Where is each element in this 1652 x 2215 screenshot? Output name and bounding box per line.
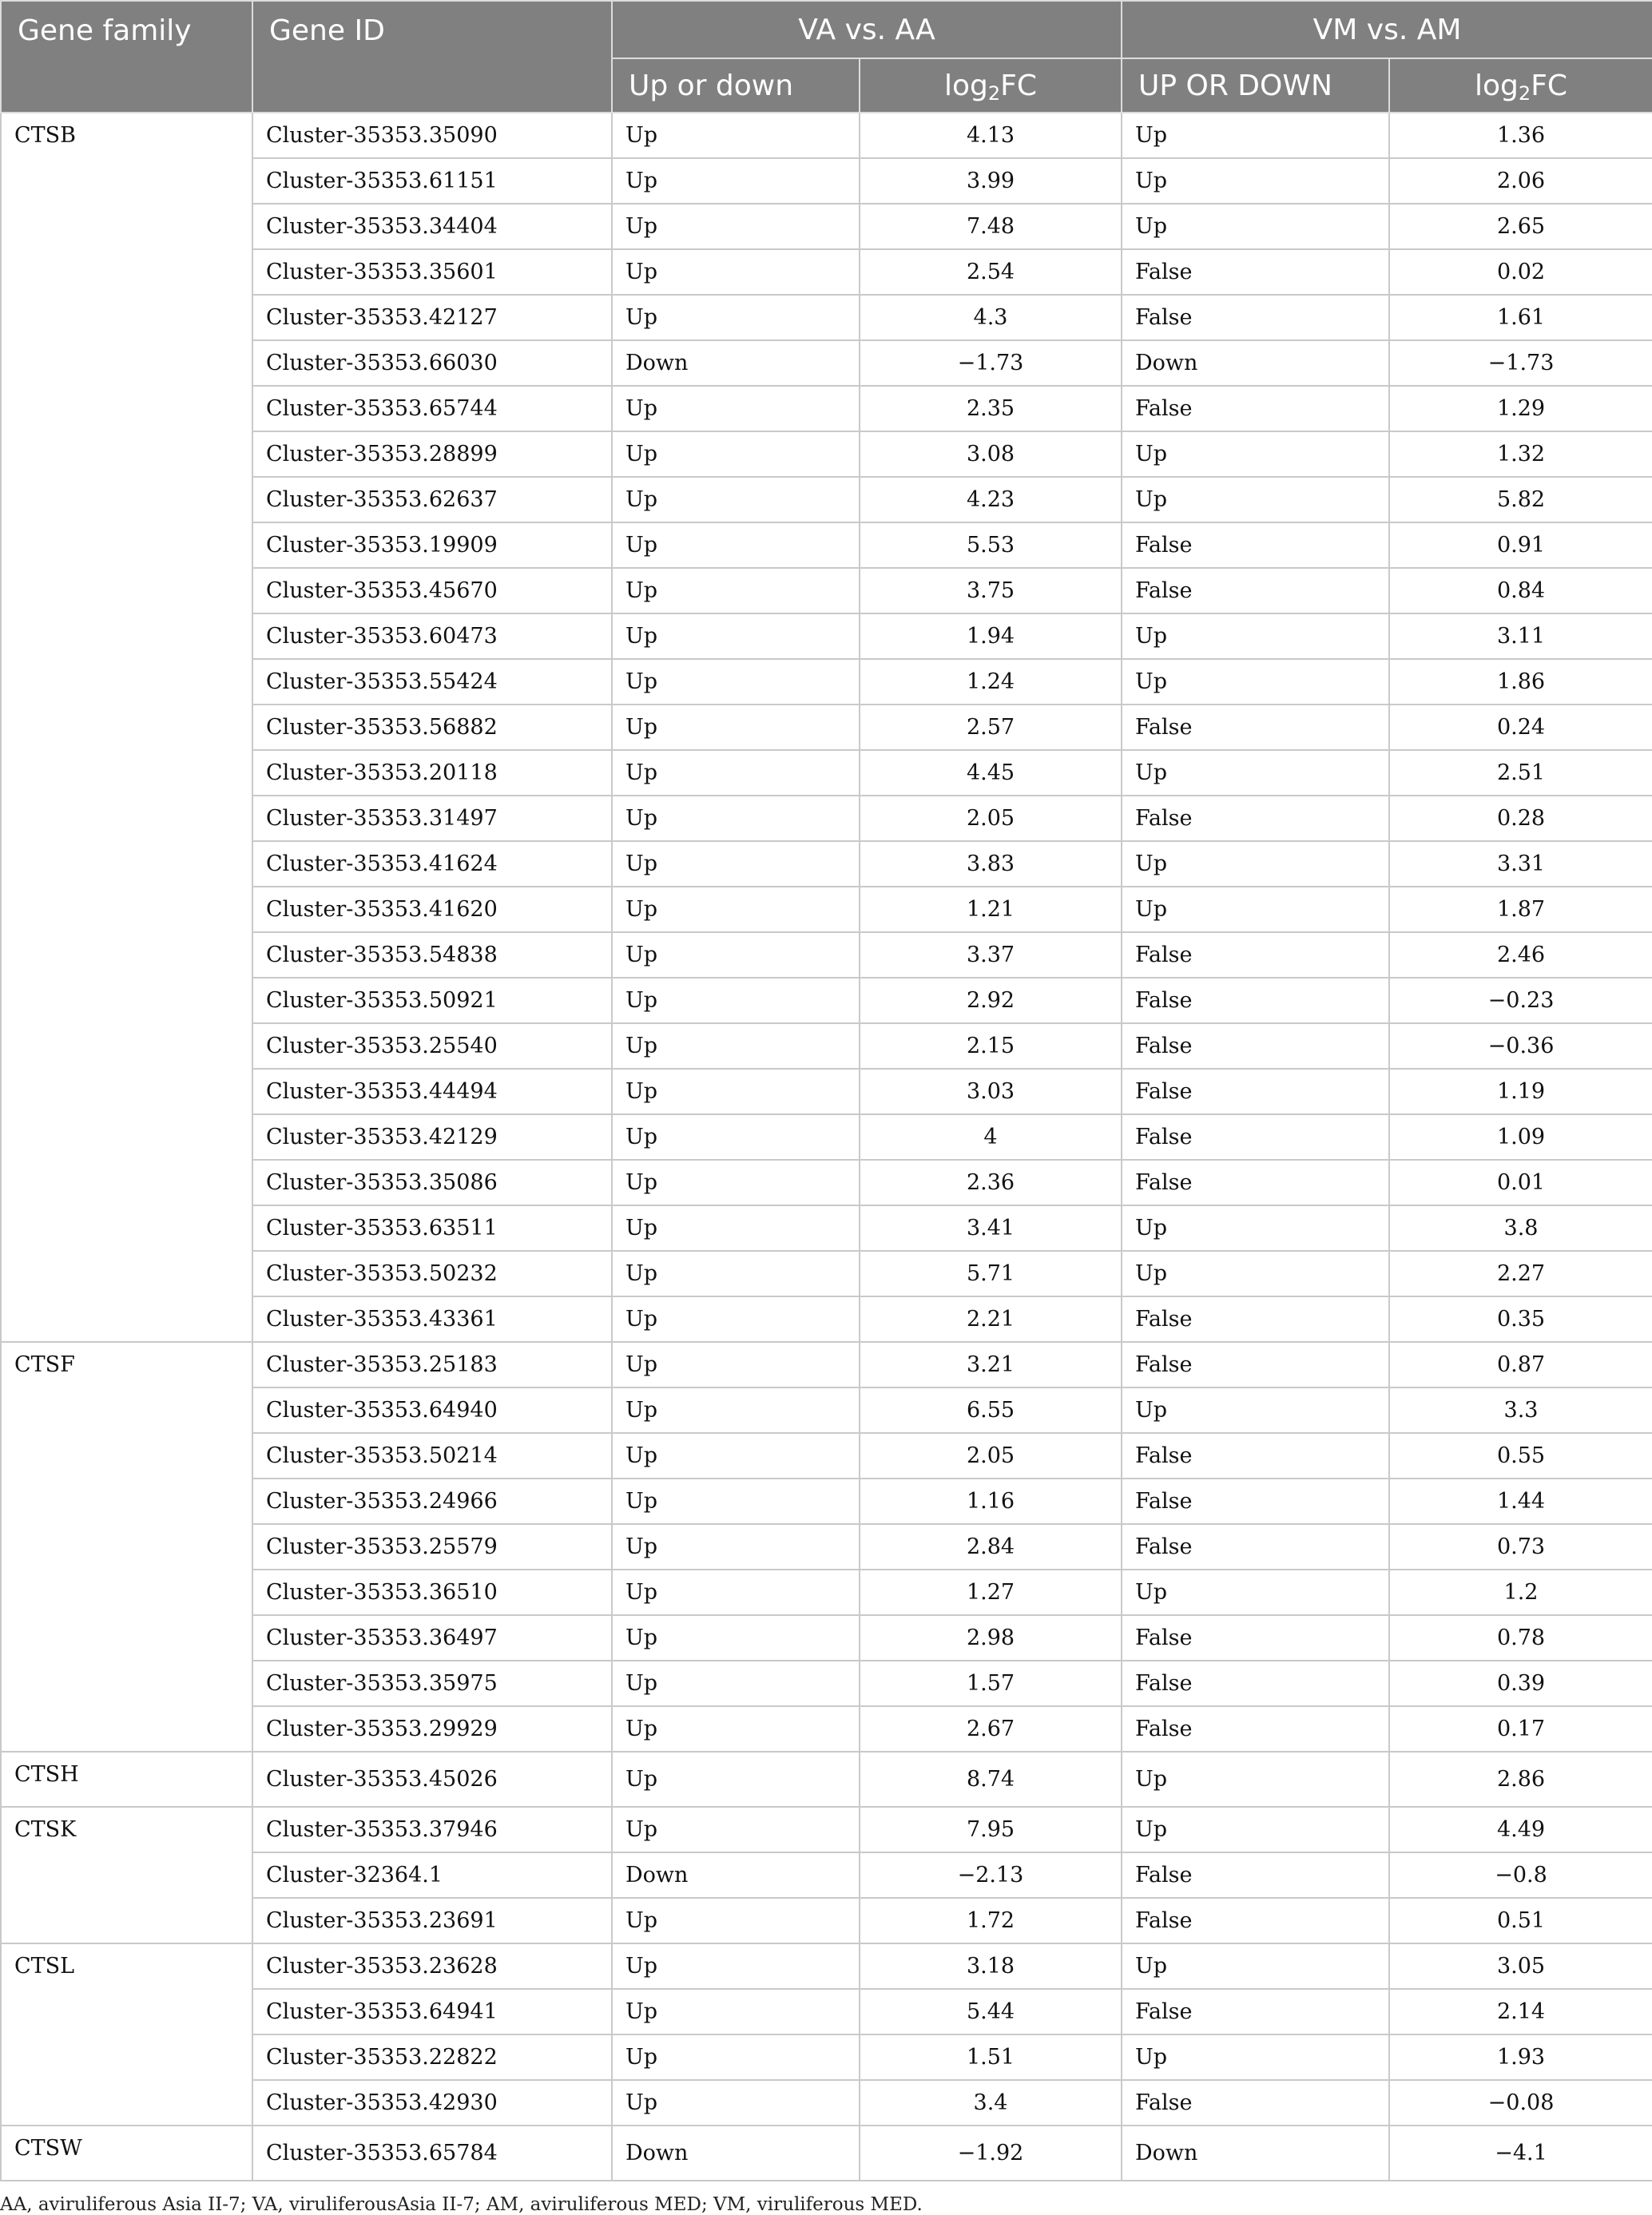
va-updown-cell: Up bbox=[612, 158, 860, 204]
vm-log2fc-cell: 3.8 bbox=[1389, 1205, 1652, 1251]
vm-log2fc-cell: −0.08 bbox=[1389, 2080, 1652, 2126]
va-updown-cell: Up bbox=[612, 113, 860, 158]
gene-id-cell: Cluster-35353.60473 bbox=[252, 613, 612, 659]
vm-updown-cell: False bbox=[1122, 1433, 1389, 1479]
va-log2fc-cell: 2.05 bbox=[860, 796, 1122, 841]
va-log2fc-cell: 2.84 bbox=[860, 1524, 1122, 1570]
vm-log2fc-cell: −0.23 bbox=[1389, 978, 1652, 1023]
va-log2fc-cell: 1.16 bbox=[860, 1479, 1122, 1524]
va-updown-cell: Up bbox=[612, 2080, 860, 2126]
va-log2fc-cell: 4.23 bbox=[860, 477, 1122, 522]
gene-id-cell: Cluster-35353.50232 bbox=[252, 1251, 612, 1296]
va-log2fc-cell: 3.18 bbox=[860, 1943, 1122, 1989]
vm-log2fc-cell: 0.35 bbox=[1389, 1296, 1652, 1342]
header-gene-id: Gene ID bbox=[252, 1, 612, 113]
va-updown-cell: Up bbox=[612, 1023, 860, 1069]
va-log2fc-cell: 1.21 bbox=[860, 887, 1122, 932]
va-updown-cell: Up bbox=[612, 1342, 860, 1387]
vm-log2fc-cell: 3.31 bbox=[1389, 841, 1652, 887]
gene-id-cell: Cluster-35353.56882 bbox=[252, 705, 612, 750]
va-updown-cell: Up bbox=[612, 1524, 860, 1570]
gene-id-cell: Cluster-35353.25579 bbox=[252, 1524, 612, 1570]
vm-updown-cell: Up bbox=[1122, 887, 1389, 932]
vm-updown-cell: False bbox=[1122, 1661, 1389, 1706]
va-updown-cell: Up bbox=[612, 1387, 860, 1433]
gene-id-cell: Cluster-35353.44494 bbox=[252, 1069, 612, 1114]
gene-id-cell: Cluster-35353.23628 bbox=[252, 1943, 612, 1989]
vm-log2fc-cell: 0.02 bbox=[1389, 249, 1652, 295]
va-log2fc-cell: 6.55 bbox=[860, 1387, 1122, 1433]
va-log2fc-cell: 1.94 bbox=[860, 613, 1122, 659]
gene-id-cell: Cluster-35353.35975 bbox=[252, 1661, 612, 1706]
va-updown-cell: Down bbox=[612, 1852, 860, 1898]
va-log2fc-cell: 4.13 bbox=[860, 113, 1122, 158]
vm-log2fc-cell: 2.06 bbox=[1389, 158, 1652, 204]
gene-id-cell: Cluster-35353.66030 bbox=[252, 340, 612, 386]
vm-log2fc-cell: 5.82 bbox=[1389, 477, 1652, 522]
vm-log2fc-cell: 0.28 bbox=[1389, 796, 1652, 841]
va-log2fc-cell: 2.21 bbox=[860, 1296, 1122, 1342]
gene-id-cell: Cluster-35353.19909 bbox=[252, 522, 612, 568]
va-updown-cell: Up bbox=[612, 1114, 860, 1160]
vm-updown-cell: Down bbox=[1122, 2126, 1389, 2181]
vm-log2fc-cell: 4.49 bbox=[1389, 1807, 1652, 1852]
va-updown-cell: Up bbox=[612, 1570, 860, 1615]
va-log2fc-cell: 3.08 bbox=[860, 431, 1122, 477]
va-updown-cell: Up bbox=[612, 522, 860, 568]
vm-log2fc-cell: 0.87 bbox=[1389, 1342, 1652, 1387]
vm-log2fc-cell: 2.27 bbox=[1389, 1251, 1652, 1296]
vm-updown-cell: False bbox=[1122, 568, 1389, 613]
gene-id-cell: Cluster-35353.65744 bbox=[252, 386, 612, 431]
vm-log2fc-cell: 3.3 bbox=[1389, 1387, 1652, 1433]
gene-id-cell: Cluster-35353.42129 bbox=[252, 1114, 612, 1160]
va-updown-cell: Up bbox=[612, 1615, 860, 1661]
va-log2fc-cell: 1.72 bbox=[860, 1898, 1122, 1943]
vm-updown-cell: False bbox=[1122, 1989, 1389, 2034]
vm-updown-cell: False bbox=[1122, 1479, 1389, 1524]
gene-id-cell: Cluster-35353.29929 bbox=[252, 1706, 612, 1752]
va-log2fc-cell: 5.71 bbox=[860, 1251, 1122, 1296]
gene-id-cell: Cluster-35353.54838 bbox=[252, 932, 612, 978]
vm-updown-cell: Up bbox=[1122, 841, 1389, 887]
vm-log2fc-cell: −0.36 bbox=[1389, 1023, 1652, 1069]
table-row bbox=[1, 113, 1652, 158]
vm-log2fc-cell: 2.14 bbox=[1389, 1989, 1652, 2034]
vm-updown-cell: False bbox=[1122, 522, 1389, 568]
gene-id-cell: Cluster-35353.41620 bbox=[252, 887, 612, 932]
vm-log2fc-cell: 0.01 bbox=[1389, 1160, 1652, 1205]
header-vm-log2fc: $\log_2FC$ bbox=[1389, 58, 1652, 113]
va-log2fc-cell: 5.53 bbox=[860, 522, 1122, 568]
gene-id-cell: Cluster-32364.1 bbox=[252, 1852, 612, 1898]
va-log2fc-cell: 5.44 bbox=[860, 1989, 1122, 2034]
vm-log2fc-cell: 1.09 bbox=[1389, 1114, 1652, 1160]
va-updown-cell: Up bbox=[612, 568, 860, 613]
gene-id-cell: Cluster-35353.22822 bbox=[252, 2034, 612, 2080]
va-updown-cell: Up bbox=[612, 1205, 860, 1251]
va-log2fc-cell: 2.54 bbox=[860, 249, 1122, 295]
vm-updown-cell: Up bbox=[1122, 659, 1389, 705]
gene-id-cell: Cluster-35353.64941 bbox=[252, 1989, 612, 2034]
gene-id-cell: Cluster-35353.41624 bbox=[252, 841, 612, 887]
va-updown-cell: Up bbox=[612, 2034, 860, 2080]
gene-id-cell: Cluster-35353.55424 bbox=[252, 659, 612, 705]
vm-updown-cell: False bbox=[1122, 1114, 1389, 1160]
vm-log2fc-cell: 0.39 bbox=[1389, 1661, 1652, 1706]
vm-updown-cell: False bbox=[1122, 249, 1389, 295]
va-updown-cell: Up bbox=[612, 1160, 860, 1205]
vm-updown-cell: False bbox=[1122, 705, 1389, 750]
vm-updown-cell: Up bbox=[1122, 613, 1389, 659]
vm-log2fc-cell: 1.93 bbox=[1389, 2034, 1652, 2080]
gene-id-cell: Cluster-35353.43361 bbox=[252, 1296, 612, 1342]
vm-log2fc-cell: 2.65 bbox=[1389, 204, 1652, 249]
va-log2fc-cell: 2.92 bbox=[860, 978, 1122, 1023]
vm-log2fc-cell: 1.86 bbox=[1389, 659, 1652, 705]
gene-id-cell: Cluster-35353.64940 bbox=[252, 1387, 612, 1433]
vm-log2fc-cell: 1.44 bbox=[1389, 1479, 1652, 1524]
va-log2fc-cell: −2.13 bbox=[860, 1852, 1122, 1898]
va-updown-cell: Up bbox=[612, 1943, 860, 1989]
gene-family-cell: CTSH bbox=[1, 1752, 252, 1807]
vm-updown-cell: Up bbox=[1122, 1251, 1389, 1296]
va-log2fc-cell: 3.41 bbox=[860, 1205, 1122, 1251]
va-updown-cell: Up bbox=[612, 1251, 860, 1296]
va-log2fc-cell: 2.67 bbox=[860, 1706, 1122, 1752]
va-updown-cell: Up bbox=[612, 1296, 860, 1342]
va-updown-cell: Down bbox=[612, 2126, 860, 2181]
vm-updown-cell: Up bbox=[1122, 1752, 1389, 1807]
va-log2fc-cell: 1.51 bbox=[860, 2034, 1122, 2080]
va-updown-cell: Up bbox=[612, 613, 860, 659]
va-updown-cell: Up bbox=[612, 750, 860, 796]
va-updown-cell: Up bbox=[612, 1069, 860, 1114]
header-gene-family: Gene family bbox=[1, 1, 252, 113]
vm-log2fc-cell: 0.91 bbox=[1389, 522, 1652, 568]
va-log2fc-cell: 3.4 bbox=[860, 2080, 1122, 2126]
va-log2fc-cell: 7.48 bbox=[860, 204, 1122, 249]
gene-id-cell: Cluster-35353.25183 bbox=[252, 1342, 612, 1387]
vm-log2fc-cell: 0.17 bbox=[1389, 1706, 1652, 1752]
table-row bbox=[1, 1943, 1652, 1989]
table-row bbox=[1, 2126, 1652, 2181]
gene-id-cell: Cluster-35353.50921 bbox=[252, 978, 612, 1023]
vm-log2fc-cell: 2.86 bbox=[1389, 1752, 1652, 1807]
vm-updown-cell: False bbox=[1122, 978, 1389, 1023]
va-updown-cell: Up bbox=[612, 249, 860, 295]
va-updown-cell: Up bbox=[612, 1898, 860, 1943]
gene-id-cell: Cluster-35353.35090 bbox=[252, 113, 612, 158]
vm-updown-cell: Up bbox=[1122, 1205, 1389, 1251]
va-updown-cell: Up bbox=[612, 1706, 860, 1752]
va-log2fc-cell: 1.27 bbox=[860, 1570, 1122, 1615]
gene-family-cell: CTSL bbox=[1, 1943, 252, 2126]
gene-id-cell: Cluster-35353.61151 bbox=[252, 158, 612, 204]
va-log2fc-cell: 4.3 bbox=[860, 295, 1122, 340]
va-log2fc-cell: 1.24 bbox=[860, 659, 1122, 705]
gene-id-cell: Cluster-35353.35601 bbox=[252, 249, 612, 295]
gene-id-cell: Cluster-35353.62637 bbox=[252, 477, 612, 522]
vm-updown-cell: False bbox=[1122, 1852, 1389, 1898]
va-updown-cell: Up bbox=[612, 796, 860, 841]
header-va-vs-aa: VA vs. AA bbox=[612, 1, 1122, 58]
vm-updown-cell: False bbox=[1122, 2080, 1389, 2126]
vm-log2fc-cell: 1.19 bbox=[1389, 1069, 1652, 1114]
vm-log2fc-cell: −0.8 bbox=[1389, 1852, 1652, 1898]
vm-log2fc-cell: 2.46 bbox=[1389, 932, 1652, 978]
gene-id-cell: Cluster-35353.63511 bbox=[252, 1205, 612, 1251]
vm-updown-cell: Up bbox=[1122, 1387, 1389, 1433]
gene-id-cell: Cluster-35353.42127 bbox=[252, 295, 612, 340]
va-log2fc-cell: 3.21 bbox=[860, 1342, 1122, 1387]
gene-id-cell: Cluster-35353.42930 bbox=[252, 2080, 612, 2126]
vm-log2fc-cell: 1.61 bbox=[1389, 295, 1652, 340]
va-log2fc-cell: 8.74 bbox=[860, 1752, 1122, 1807]
gene-family-cell: CTSW bbox=[1, 2126, 252, 2181]
gene-id-cell: Cluster-35353.50214 bbox=[252, 1433, 612, 1479]
table-footnote: AA, aviruliferous Asia II-7; VA, viruliferousAsia II-7; AM, aviruliferous MED; VM, viruliferous MED. bbox=[0, 2194, 923, 2215]
vm-log2fc-cell: 1.36 bbox=[1389, 113, 1652, 158]
vm-log2fc-cell: 0.84 bbox=[1389, 568, 1652, 613]
gene-id-cell: Cluster-35353.36497 bbox=[252, 1615, 612, 1661]
vm-log2fc-cell: 0.24 bbox=[1389, 705, 1652, 750]
vm-log2fc-cell: 2.51 bbox=[1389, 750, 1652, 796]
gene-family-cell: CTSF bbox=[1, 1342, 252, 1752]
header-vm-vs-am: VM vs. AM bbox=[1122, 1, 1652, 58]
vm-updown-cell: Up bbox=[1122, 113, 1389, 158]
vm-updown-cell: False bbox=[1122, 932, 1389, 978]
va-updown-cell: Up bbox=[612, 1989, 860, 2034]
vm-log2fc-cell: 0.73 bbox=[1389, 1524, 1652, 1570]
va-log2fc-cell: 3.99 bbox=[860, 158, 1122, 204]
vm-updown-cell: False bbox=[1122, 1296, 1389, 1342]
vm-log2fc-cell: 1.87 bbox=[1389, 887, 1652, 932]
gene-family-cell: CTSK bbox=[1, 1807, 252, 1943]
va-log2fc-cell: 3.83 bbox=[860, 841, 1122, 887]
vm-log2fc-cell: 3.05 bbox=[1389, 1943, 1652, 1989]
va-log2fc-cell: 2.98 bbox=[860, 1615, 1122, 1661]
vm-updown-cell: False bbox=[1122, 1342, 1389, 1387]
header-vm-up-or-down: UP OR DOWN bbox=[1122, 58, 1389, 113]
vm-updown-cell: False bbox=[1122, 295, 1389, 340]
gene-id-cell: Cluster-35353.25540 bbox=[252, 1023, 612, 1069]
va-log2fc-cell: 3.37 bbox=[860, 932, 1122, 978]
vm-updown-cell: False bbox=[1122, 1615, 1389, 1661]
table-row bbox=[1, 1807, 1652, 1852]
va-log2fc-cell: −1.92 bbox=[860, 2126, 1122, 2181]
vm-updown-cell: Up bbox=[1122, 1807, 1389, 1852]
gene-id-cell: Cluster-35353.36510 bbox=[252, 1570, 612, 1615]
gene-id-cell: Cluster-35353.24966 bbox=[252, 1479, 612, 1524]
va-updown-cell: Up bbox=[612, 841, 860, 887]
vm-updown-cell: False bbox=[1122, 1706, 1389, 1752]
va-log2fc-cell: 2.15 bbox=[860, 1023, 1122, 1069]
vm-updown-cell: Up bbox=[1122, 204, 1389, 249]
va-updown-cell: Up bbox=[612, 978, 860, 1023]
vm-log2fc-cell: −1.73 bbox=[1389, 340, 1652, 386]
vm-updown-cell: Up bbox=[1122, 1570, 1389, 1615]
table-row bbox=[1, 1342, 1652, 1387]
table-body bbox=[1, 113, 1652, 2181]
va-updown-cell: Up bbox=[612, 705, 860, 750]
vm-log2fc-cell: 0.55 bbox=[1389, 1433, 1652, 1479]
vm-log2fc-cell: 1.32 bbox=[1389, 431, 1652, 477]
va-log2fc-cell: 4 bbox=[860, 1114, 1122, 1160]
va-log2fc-cell: 2.35 bbox=[860, 386, 1122, 431]
va-updown-cell: Up bbox=[612, 477, 860, 522]
vm-updown-cell: Up bbox=[1122, 431, 1389, 477]
gene-family-cell: CTSB bbox=[1, 113, 252, 1342]
header-va-log2fc: $\log_2FC$ bbox=[860, 58, 1122, 113]
va-log2fc-cell: 3.75 bbox=[860, 568, 1122, 613]
vm-log2fc-cell: 0.78 bbox=[1389, 1615, 1652, 1661]
gene-id-cell: Cluster-35353.23691 bbox=[252, 1898, 612, 1943]
va-updown-cell: Up bbox=[612, 932, 860, 978]
va-updown-cell: Up bbox=[612, 1807, 860, 1852]
va-updown-cell: Up bbox=[612, 1752, 860, 1807]
gene-id-cell: Cluster-35353.65784 bbox=[252, 2126, 612, 2181]
va-updown-cell: Up bbox=[612, 659, 860, 705]
gene-id-cell: Cluster-35353.31497 bbox=[252, 796, 612, 841]
va-log2fc-cell: 7.95 bbox=[860, 1807, 1122, 1852]
vm-updown-cell: False bbox=[1122, 1898, 1389, 1943]
vm-updown-cell: False bbox=[1122, 1069, 1389, 1114]
va-log2fc-cell: 2.57 bbox=[860, 705, 1122, 750]
gene-id-cell: Cluster-35353.45026 bbox=[252, 1752, 612, 1807]
table-header bbox=[1, 1, 1652, 113]
va-updown-cell: Up bbox=[612, 431, 860, 477]
vm-log2fc-cell: 3.11 bbox=[1389, 613, 1652, 659]
va-log2fc-cell: −1.73 bbox=[860, 340, 1122, 386]
vm-log2fc-cell: 0.51 bbox=[1389, 1898, 1652, 1943]
vm-updown-cell: False bbox=[1122, 1023, 1389, 1069]
vm-updown-cell: Down bbox=[1122, 340, 1389, 386]
va-updown-cell: Up bbox=[612, 204, 860, 249]
va-updown-cell: Down bbox=[612, 340, 860, 386]
gene-id-cell: Cluster-35353.37946 bbox=[252, 1807, 612, 1852]
va-log2fc-cell: 2.36 bbox=[860, 1160, 1122, 1205]
va-updown-cell: Up bbox=[612, 1433, 860, 1479]
vm-log2fc-cell: 1.2 bbox=[1389, 1570, 1652, 1615]
va-updown-cell: Up bbox=[612, 887, 860, 932]
gene-id-cell: Cluster-35353.28899 bbox=[252, 431, 612, 477]
gene-id-cell: Cluster-35353.34404 bbox=[252, 204, 612, 249]
vm-updown-cell: False bbox=[1122, 1160, 1389, 1205]
vm-updown-cell: Up bbox=[1122, 1943, 1389, 1989]
gene-id-cell: Cluster-35353.20118 bbox=[252, 750, 612, 796]
vm-updown-cell: Up bbox=[1122, 2034, 1389, 2080]
table-row bbox=[1, 1752, 1652, 1807]
va-log2fc-cell: 1.57 bbox=[860, 1661, 1122, 1706]
va-updown-cell: Up bbox=[612, 386, 860, 431]
vm-updown-cell: Up bbox=[1122, 158, 1389, 204]
va-log2fc-cell: 2.05 bbox=[860, 1433, 1122, 1479]
gene-id-cell: Cluster-35353.45670 bbox=[252, 568, 612, 613]
vm-updown-cell: False bbox=[1122, 1524, 1389, 1570]
va-updown-cell: Up bbox=[612, 1661, 860, 1706]
vm-updown-cell: False bbox=[1122, 386, 1389, 431]
vm-updown-cell: Up bbox=[1122, 750, 1389, 796]
vm-updown-cell: Up bbox=[1122, 477, 1389, 522]
va-updown-cell: Up bbox=[612, 1479, 860, 1524]
vm-updown-cell: False bbox=[1122, 796, 1389, 841]
vm-log2fc-cell: 1.29 bbox=[1389, 386, 1652, 431]
gene-id-cell: Cluster-35353.35086 bbox=[252, 1160, 612, 1205]
header-va-up-or-down: Up or down bbox=[612, 58, 860, 113]
va-updown-cell: Up bbox=[612, 295, 860, 340]
va-log2fc-cell: 3.03 bbox=[860, 1069, 1122, 1114]
vm-log2fc-cell: −4.1 bbox=[1389, 2126, 1652, 2181]
va-log2fc-cell: 4.45 bbox=[860, 750, 1122, 796]
